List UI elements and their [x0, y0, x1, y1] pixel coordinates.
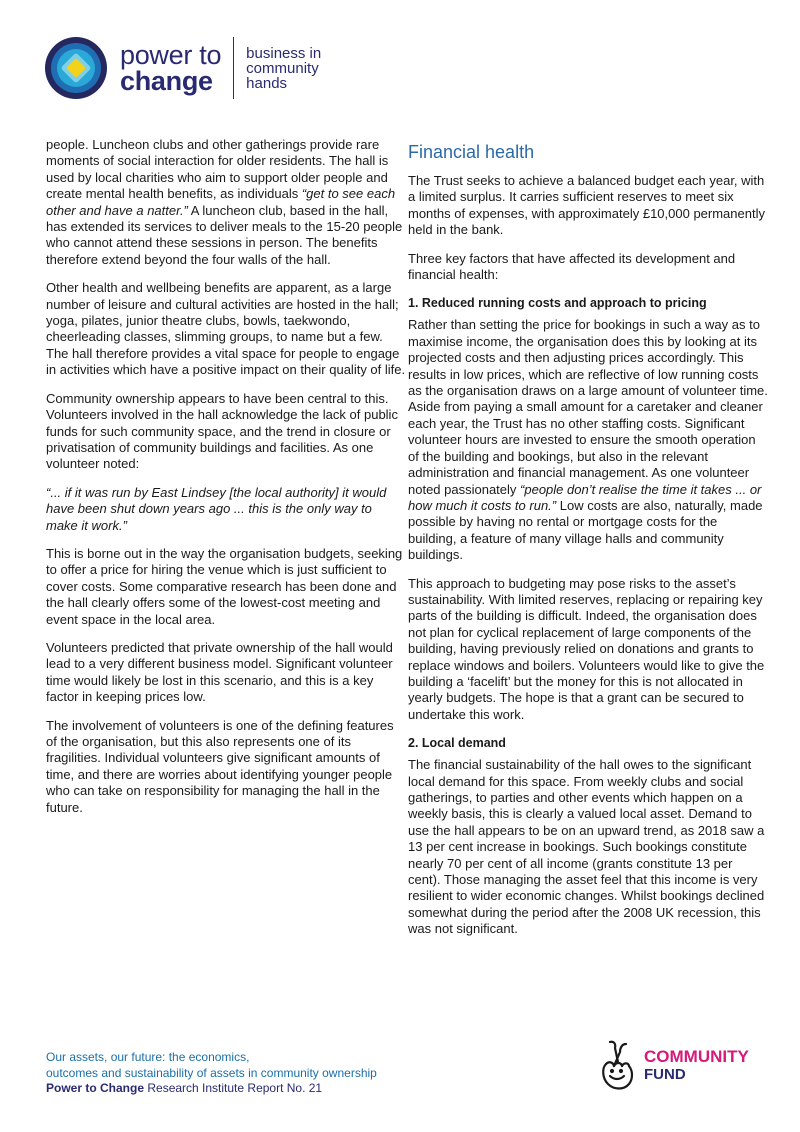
community-fund-logo — [596, 1038, 749, 1094]
paragraph: Volunteers predicted that private ownership of the hall would lead to a very different business model. Significant volunteer time would likely be lost in this scenario, and this is a key factor in keeping prices low. — [46, 639, 393, 705]
fund-line-1: COMMUNITY — [644, 1047, 749, 1066]
tagline-line-2: community — [246, 59, 319, 77]
fund-line-2: FUND — [644, 1066, 686, 1083]
footer-report-number: Research Institute Report No. 21 — [144, 1081, 323, 1095]
left-column — [46, 137, 406, 828]
footer-org-name: Power to Change — [46, 1081, 145, 1095]
section-title: Financial health — [408, 142, 535, 162]
header-divider — [233, 37, 234, 99]
text-run: Low costs are also, naturally, made possible by having no rental or mortgage costs for the building, a feature of many village halls and community buildings. — [408, 497, 763, 563]
volunteer-quote — [46, 485, 406, 534]
text-run: Rather than setting the price for bookings in such a way as to maximise income, the organisation does this by looking at its projected costs and then adjusting prices accordingly. This results in low prices, which are reflective of low running costs as the organisation draws on a large amount of volunteer time. Aside from paying a small amount for a caretaker and cleaner each year, the Trust has no other staffing costs. Significant volunteer hours are invested to ensure the smooth operation of the building and bookings, but also in the relevant administration and financial management. As one volunteer noted passionately — [408, 317, 768, 497]
brand-name — [120, 42, 221, 94]
tagline-line-1: business in — [246, 44, 322, 62]
subheading: 1. Reduced running costs and approach to pricing — [408, 296, 707, 311]
paragraph: Community ownership appears to have been central to this. Volunteers involved in the hall acknowledge the lack of public funds for such community space, and the trend in closure or privatisation of community buildings and facilities. As one volunteer noted: — [46, 390, 398, 472]
paragraph: Other health and wellbeing benefits are apparent, as a large number of leisure and cultural activities are hosted in the hall; yoga, pilates, junior theatre clubs, bowls, taekwondo, cheerleading classes, slimming groups, to name but a few. The hall therefore provides a vital space for people to engage in activities which have a positive impact on their quality of life. — [46, 280, 406, 378]
paragraph: This approach to budgeting may pose risks to the asset’s sustainability. With limited reserves, replacing or repairing key parts of the building is difficult. Indeed, the organisation does not plan for cyclical replacement of large components of the building, having previously relied on donations and grants to replace windows and boilers. Volunteers would like to give the building a ‘facelift’ but the money for this is not allocated in yearly budgets. The hope is that a grant can be secured to undertake this work. — [408, 575, 765, 722]
paragraph: This is borne out in the way the organisation budgets, seeking to offer a price for hiring the venue which is just sufficient to cover costs. Some comparative research has been done and the hall clearly offers some of the lowest-cost meeting and event space in the local area. — [46, 545, 403, 627]
footer-line-2: outcomes and sustainability of assets in community ownership — [46, 1065, 377, 1080]
paragraph — [408, 317, 768, 563]
subheading: 2. Local demand — [408, 736, 506, 751]
paragraph — [46, 137, 406, 268]
footer-line-3 — [46, 1081, 377, 1097]
quote-run: “people don’t realise the time it takes ... or how much it costs to run.” — [408, 481, 762, 513]
page-header — [44, 36, 321, 100]
fund-wordmark — [644, 1048, 749, 1084]
paragraph: The involvement of volunteers is one of the defining features of the organisation, but this also represents one of its fragilities. Individual volunteers give significant amounts of time, and there are worries about identifying younger people who can take on responsibility for managing the hall in the future. — [46, 717, 394, 815]
quote-run: “get to see each other and have a natter.” — [46, 186, 396, 218]
right-column — [408, 137, 768, 950]
paragraph: The financial sustainability of the hall owes to the significant local demand for this space. From weekly clubs and social gatherings, to parties and other events which happen on a weekly basis, this is clearly a valued local asset. Demand to use the hall appears to be on an upward trend, as 2018 saw a 13 per cent increase in bookings. Such bookings constitute nearly 70 per cent of all income (grants constitute 13 per cent). Those managing the asset feel that this income is very resilient to wider economic changes. Whilst bookings declined somewhat during the period after the 2008 UK recession, this was not significant. — [408, 757, 765, 937]
text-run: A luncheon club, based in the hall, has extended its services to deliver meals to the 15-20 people who cannot attend these sessions in person. The benefits therefore extend beyond the four walls of the hall. — [46, 202, 403, 267]
page-footer — [46, 1050, 377, 1097]
paragraph: Three key factors that have affected its development and financial health: — [408, 250, 736, 283]
paragraph: The Trust seeks to achieve a balanced budget each year, with a limited surplus. It carries sufficient reserves to meet six months of expenses, with approximately £10,000 permanently held in the bank. — [408, 173, 765, 238]
brand-line-2: change — [120, 66, 213, 96]
brand-tagline — [246, 46, 321, 91]
crossed-fingers-icon — [596, 1038, 642, 1094]
footer-line-1: Our assets, our future: the economics, — [46, 1050, 250, 1064]
text-run: people. Luncheon clubs and other gatherings provide rare moments of social interaction for older residents. The hall is used by local charities who aim to support older people and create mental health benefits, as individuals — [46, 137, 389, 202]
quote-run: “... if it was run by East Lindsey [the local authority] it would have been shut down years ago ... this is the only way to make it work.” — [46, 484, 387, 533]
brand-line-1: power to — [120, 40, 222, 70]
tagline-line-3: hands — [246, 74, 288, 92]
power-to-change-logo-icon — [44, 36, 108, 100]
